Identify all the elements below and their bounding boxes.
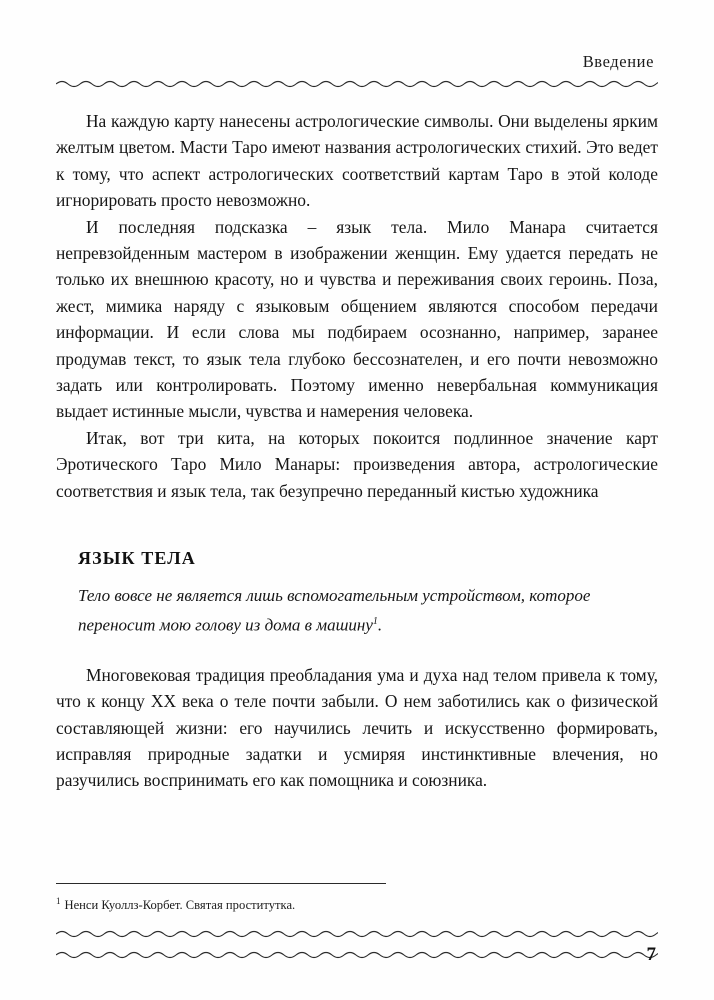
wave-divider-top: [56, 78, 658, 90]
epigraph-end: .: [377, 615, 383, 635]
page-number: 7: [646, 944, 656, 965]
page-footer: [56, 928, 658, 965]
body-text-block: [56, 108, 658, 504]
paragraph: Многовековая традиция преобладания ума и духа над телом привела к тому, что к концу XX века о теле почти забыли. О нем заботились как о физической составляющей жизни: его научились лечить и искусственно формировать, исправляя природные задатки и усмиряя инстинктивные влечения, но разучились воспринимать его как помощника и союзника.: [56, 664, 658, 791]
paragraph: Итак, вот три кита, на которых покоится подлинное значение карт Эротического Таро Мило Манары: произведения автора, астрологические соответствия и язык тела, так безупречно переданный кистью художника: [56, 427, 658, 501]
footnote-text: Ненси Куоллз-Корбет. Святая проститутка.: [64, 898, 296, 912]
footnote: [56, 893, 658, 914]
epigraph-footnote-marker: 1: [372, 615, 378, 627]
wave-divider-bottom-2: [56, 949, 658, 961]
epigraph-text: Тело вовсе не является лишь вспомогательным устройством, которое переносит мою голову из дома в машину: [78, 586, 591, 635]
footnote-area: [56, 883, 658, 914]
paragraph: На каждую карту нанесены астрологические символы. Они выделены ярким желтым цветом. Масти Таро имеют названия астрологических стихий. Это ведет к тому, что аспект астрологических соответствий картам Таро в этой колоде игнорировать просто невозможно.: [56, 111, 658, 211]
wave-divider-bottom-group: [56, 928, 658, 965]
running-head: Введение: [582, 52, 654, 71]
epigraph: [78, 583, 658, 638]
wave-divider-bottom-1: [56, 928, 658, 940]
section-heading: ЯЗЫК ТЕЛА: [78, 548, 196, 569]
paragraph: И последняя подсказка – язык тела. Мило Манара считается непревзойденным мастером в изображении женщин. Ему удается передать не только их внешнюю красоту, но и чувства и переживания своих героинь. Поза, жест, мимика наряду с языковым общением являются способом передачи информации. И если слова мы подбираем осознанно, например, заранее продумав текст, то язык тела глубоко бессознателен, и его почти невозможно задать или контролировать. Поэтому именно невербальная коммуникация выдает истинные мысли, чувства и намерения человека.: [56, 216, 658, 422]
footnote-divider: [56, 883, 386, 884]
footnote-marker: 1: [56, 895, 61, 906]
body-text-block-after: [56, 662, 658, 794]
